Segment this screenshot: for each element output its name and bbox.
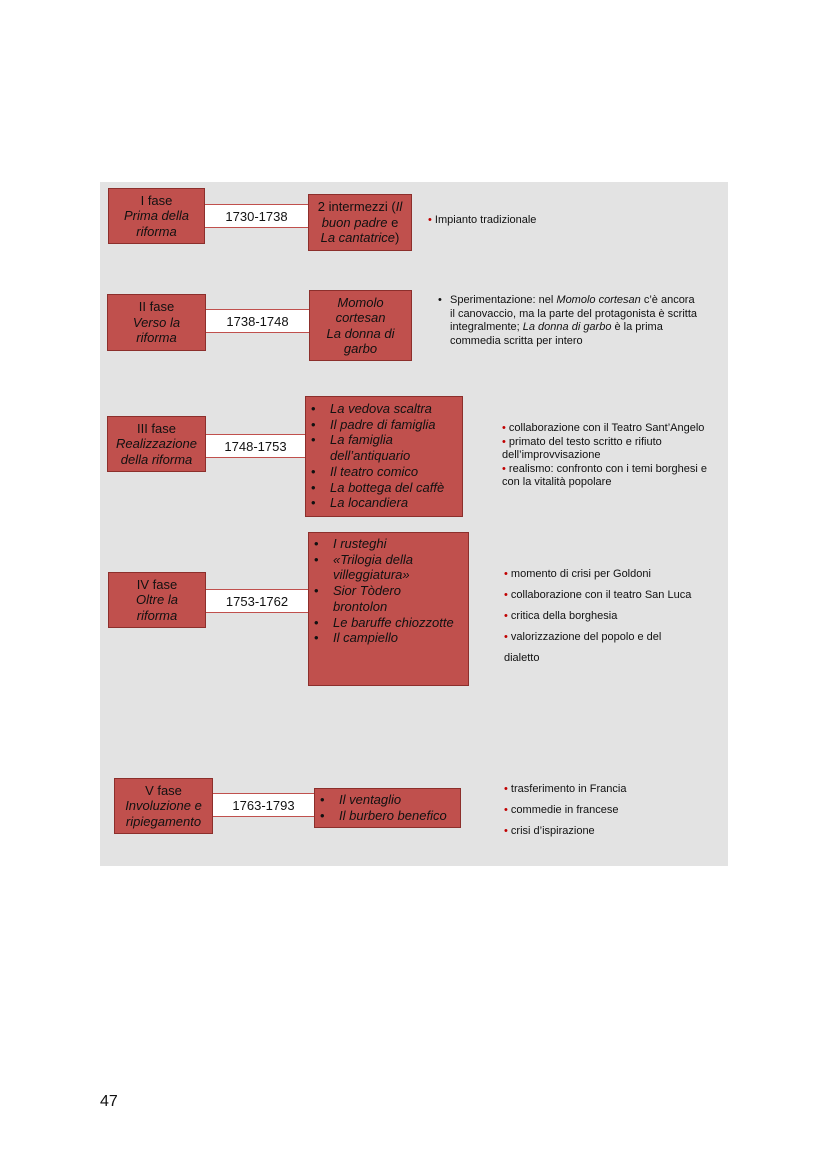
phase-2-title: II fase: [138, 299, 175, 315]
bullet-icon: •: [504, 589, 508, 601]
note-text: valorizzazione del popolo e del: [510, 631, 662, 643]
note-item: [504, 589, 728, 603]
phase-2-works-box: [309, 290, 412, 361]
bullet-icon: •: [504, 804, 508, 816]
phase-2-work-4: garbo: [343, 341, 378, 356]
phase-4-works-box: [308, 532, 469, 686]
phase-2-notes: [438, 294, 728, 348]
phase-4-notes: [504, 568, 728, 673]
note-item: [504, 631, 728, 645]
note-item: [502, 436, 728, 450]
phase-4-work: • Le baruffe chiozzotte: [309, 615, 454, 631]
phase-2-box: [107, 294, 206, 351]
phase-3-notes: [502, 422, 728, 490]
phase-1-box: [108, 188, 205, 244]
note-text: con la vitalità popolare: [502, 476, 612, 488]
phase-4-work: • «Trilogia della: [309, 552, 454, 568]
note-text: commedia scritta per intero: [450, 334, 583, 347]
bullet-icon: •: [438, 294, 442, 306]
bullet-icon: •: [504, 783, 508, 795]
phase-3-work: • La bottega del caffè: [306, 480, 444, 496]
phase-4-work-cont: villeggiatura»: [333, 567, 410, 583]
bullet-icon: •: [502, 422, 506, 434]
phase-1-notes: [428, 214, 536, 228]
phase-3-title: III fase: [136, 420, 177, 436]
bullet-icon: •: [502, 462, 506, 475]
phase-3-dates: 1748-1753: [206, 434, 305, 458]
phase-1-subtitle-2: riforma: [136, 223, 177, 239]
note-text: Sperimentazione: nel: [450, 294, 557, 306]
phase-2-work-3: La donna di: [326, 325, 395, 341]
note-text-italic: Momolo cortesan: [556, 294, 641, 306]
phase-4-subtitle-1: Oltre la: [136, 592, 178, 608]
phase-1-title: I fase: [140, 192, 173, 208]
phase-3-work: • Il teatro comico: [306, 464, 444, 480]
phase-3-work: • La locandiera: [306, 495, 444, 511]
note-item: [438, 294, 728, 348]
bullet-icon: •: [504, 631, 508, 643]
phase-5-notes: [504, 783, 728, 846]
note-text: c’è ancora: [640, 294, 695, 306]
note-text: trasferimento in Francia: [510, 783, 627, 795]
note-item-cont: [502, 449, 728, 463]
phase-3-subtitle-2: della riforma: [120, 451, 193, 467]
note-text-italic: La donna di garbo: [522, 321, 612, 333]
note-item: [502, 422, 728, 436]
note-item: [428, 214, 536, 228]
phase-4-work: • I rusteghi: [309, 536, 454, 552]
phase-5-works-box: [314, 788, 461, 828]
phase-3-work: • Il padre di famiglia: [306, 417, 444, 433]
phase-2-subtitle-1: Verso la: [132, 314, 181, 330]
phase-4-work: • Il campiello: [309, 630, 454, 646]
note-item: [502, 463, 728, 477]
note-text: dialetto: [504, 652, 540, 664]
phase-5-subtitle-1: Involuzione e: [125, 798, 202, 814]
phase-1-works-l3a: La cantatrice: [320, 230, 396, 246]
note-text: integralmente;: [450, 321, 523, 333]
note-text: critica della borghesia: [510, 610, 618, 622]
phase-3-work-cont: dell’antiquario: [330, 448, 411, 464]
phase-4-subtitle-2: riforma: [136, 607, 178, 623]
phase-2-dates: 1738-1748: [206, 309, 309, 333]
phase-2-work-2: cortesan: [335, 310, 386, 325]
phase-1-subtitle-1: Prima della: [123, 208, 190, 224]
phase-4-work-cont: brontolon: [333, 598, 388, 614]
note-text: momento di crisi per Goldoni: [510, 568, 651, 580]
phase-3-subtitle-1: Realizzazione: [116, 436, 197, 452]
phase-1-works-l2b: e: [387, 214, 399, 230]
note-text: Impianto tradizionale: [434, 214, 537, 226]
phase-4-dates: 1753-1762: [206, 589, 308, 613]
page-number: 47: [100, 1093, 118, 1110]
phase-5-work: • Il burbero benefico: [315, 808, 447, 824]
bullet-icon: •: [504, 568, 508, 580]
bullet-icon: •: [428, 214, 432, 226]
note-item: [504, 568, 728, 582]
note-text: crisi d’ispirazione: [510, 825, 595, 837]
phase-4-box: [108, 572, 206, 628]
note-text: è la prima: [611, 321, 663, 333]
phase-1-dates: 1730-1738: [205, 204, 308, 228]
note-text: primato del testo scritto e rifiuto: [508, 435, 662, 448]
bullet-icon: •: [502, 435, 506, 448]
phase-4-work: • Sior Tòdero: [309, 583, 454, 599]
phase-5-dates: 1763-1793: [213, 793, 314, 817]
phase-1-works-l1a: 2 intermezzi (: [317, 199, 396, 215]
note-text: dell’improvvisazione: [502, 449, 601, 461]
note-item: [504, 804, 728, 818]
phase-2-work-1: Momolo: [337, 294, 384, 310]
phase-1-works-l2a: buon padre: [321, 214, 388, 230]
phase-2-subtitle-2: riforma: [136, 330, 177, 346]
phase-3-work: • La vedova scaltra: [306, 401, 444, 417]
note-item-cont: [502, 476, 728, 490]
note-text: il canovaccio, ma la parte del protagonista è scritta: [450, 307, 698, 320]
note-text: commedie in francese: [510, 804, 619, 816]
note-item: [504, 825, 728, 839]
phase-5-subtitle-2: ripiegamento: [125, 813, 202, 829]
phase-5-work: • Il ventaglio: [315, 792, 447, 808]
note-item-cont: [504, 652, 728, 666]
phase-1-works-l1b: Il: [395, 199, 403, 215]
phase-3-work: • La famiglia: [306, 432, 444, 448]
phase-1-works-l3b: ): [395, 230, 400, 246]
note-text: realismo: confronto con i temi borghesi e: [508, 462, 708, 475]
phase-3-box: [107, 416, 206, 472]
phase-5-title: V fase: [145, 782, 182, 798]
bullet-icon: •: [504, 825, 508, 837]
note-item: [504, 783, 728, 797]
bullet-icon: •: [504, 610, 508, 622]
goldoni-phases-diagram: [100, 182, 728, 866]
phase-3-works-box: [305, 396, 463, 517]
phase-1-works-box: [308, 194, 412, 251]
note-text: collaborazione con il teatro San Luca: [510, 589, 692, 601]
note-text: collaborazione con il Teatro Sant’Angelo: [508, 422, 705, 434]
phase-5-box: [114, 778, 213, 834]
note-item: [504, 610, 728, 624]
phase-4-title: IV fase: [136, 576, 178, 592]
